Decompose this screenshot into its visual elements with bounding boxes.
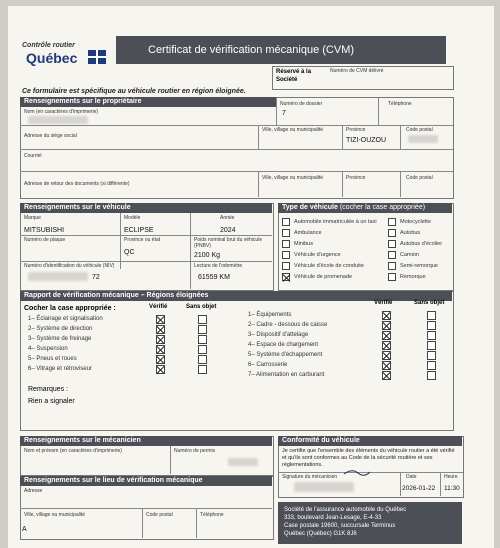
- report-item-label: 2– Cadre - dessous de caisse: [248, 322, 328, 328]
- location-city-value: A: [22, 526, 27, 533]
- vehicle-type-title: Type de véhicule: [282, 204, 338, 211]
- no-object-checkbox[interactable]: [198, 325, 207, 334]
- phone-label: Téléphone: [388, 101, 412, 107]
- weight-label: Poids nominal brut du véhicule (PNBV): [194, 237, 263, 249]
- vehicle-province-value: QC: [124, 249, 135, 256]
- quebec-flag-icon: [88, 50, 106, 64]
- odometer-value: 61559 KM: [198, 274, 230, 281]
- vehicle-type-option-label: Automobile immatriculée à un taxi: [294, 219, 377, 225]
- owner-name-redacted: [28, 116, 88, 124]
- vehicle-type-option-label: Ambulance: [294, 230, 322, 236]
- no-object-checkbox[interactable]: [427, 341, 436, 350]
- date-value: 2026-01-22: [402, 485, 436, 492]
- year-label: Année: [220, 215, 235, 221]
- no-object-checkbox[interactable]: [427, 361, 436, 370]
- postal-redacted: [408, 135, 438, 143]
- location-address-label: Adresse: [24, 488, 43, 494]
- email-label: Courriel: [24, 153, 42, 159]
- city-label: Ville, village ou municipalité: [262, 127, 324, 133]
- no-object-checkbox[interactable]: [198, 345, 207, 354]
- verified-checkbox[interactable]: [156, 315, 165, 324]
- vehicle-type-option-label: Semi-remorque: [400, 263, 438, 269]
- vehicle-section-header: Renseignements sur le véhicule: [20, 203, 272, 213]
- verified-checkbox[interactable]: [382, 311, 391, 320]
- report-item-label: 6– Carrosserie: [248, 362, 288, 368]
- verified-checkbox[interactable]: [382, 331, 391, 340]
- no-object-checkbox[interactable]: [198, 355, 207, 364]
- vehicle-type-option-label: Motocyclette: [400, 219, 431, 225]
- vehicle-type-header: [278, 203, 452, 213]
- city2-label: Ville, village ou municipalité: [262, 175, 324, 181]
- report-item-label: 2– Système de direction: [28, 326, 93, 332]
- no-object-header-right: Sans objet: [414, 300, 445, 306]
- postal-label: Code postal: [406, 127, 433, 133]
- brand-quebec-text: Québec: [26, 50, 78, 66]
- file-number-value: 7: [282, 110, 286, 117]
- verified-checkbox[interactable]: [156, 365, 165, 374]
- return-address-label: Adresse de retour des documents (si différente): [24, 181, 130, 187]
- make-value: MITSUBISHI: [24, 227, 65, 234]
- report-check-label: Cocher la case appropriée :: [24, 305, 116, 312]
- odometer-label: Lecture de l'odomètre: [194, 263, 243, 269]
- saaq-address-block: [278, 502, 462, 544]
- vehicle-type-checkbox[interactable]: [282, 218, 290, 226]
- verified-checkbox[interactable]: [382, 371, 391, 380]
- vehicle-type-option-label: Autobus: [400, 230, 421, 236]
- time-value: 11:30: [444, 485, 460, 492]
- vehicle-type-checkbox[interactable]: [282, 251, 290, 259]
- model-label: Modèle: [124, 215, 141, 221]
- weight-value: 2100 Kg: [194, 252, 221, 259]
- permit-label: Numéro de permis: [174, 448, 216, 454]
- vehicle-type-checkbox[interactable]: [388, 240, 396, 248]
- verified-checkbox[interactable]: [382, 341, 391, 350]
- address-label: Adresse du siège social: [24, 133, 77, 139]
- vehicle-type-checkbox[interactable]: [388, 262, 396, 270]
- saaq-line-3: Case postale 19600, succursale Terminus: [284, 523, 396, 529]
- vin-redacted: [28, 272, 88, 281]
- postal2-label: Code postal: [406, 175, 433, 181]
- vehicle-type-note: (cocher la case appropriée): [339, 204, 426, 211]
- no-object-checkbox[interactable]: [198, 315, 207, 324]
- verified-checkbox[interactable]: [382, 321, 391, 330]
- no-object-checkbox[interactable]: [427, 331, 436, 340]
- report-section-header: Rapport de vérification mécanique – Régions éloignées: [20, 291, 452, 301]
- location-city-label: Ville, village ou municipalité: [24, 512, 86, 518]
- verified-checkbox[interactable]: [156, 355, 165, 364]
- verified-header-right: Vérifié: [374, 300, 393, 306]
- vehicle-province-label: Province ou état: [124, 237, 161, 243]
- make-label: Marque: [24, 215, 41, 221]
- vehicle-type-option-label: Véhicule de promenade: [294, 274, 353, 280]
- form-title: Certificat de vérification mécanique (CVM): [148, 44, 355, 56]
- remarks-label: Remarques :: [28, 386, 69, 393]
- cvm-number-label: Numéro de CVM délivré: [330, 68, 384, 74]
- province-value: TIZI-OUZOU: [346, 137, 387, 144]
- verified-checkbox[interactable]: [156, 325, 165, 334]
- owner-name-label: Nom (en caractères d'imprimerie): [24, 109, 99, 115]
- conformity-text: Je certifie que l'ensemble des éléments du véhicule routier a été vérifié et qu'ils sont conformes au Code de la sécurité routière et ses réglementations.: [282, 448, 455, 468]
- vehicle-type-option-label: Véhicule d'école de conduite: [294, 263, 364, 269]
- vehicle-type-option-label: Véhicule d'urgence: [294, 252, 341, 258]
- saaq-line-4: Québec (Québec) G1K 8J6: [284, 531, 357, 537]
- signature-label: Signature du mécanicien: [282, 474, 338, 480]
- report-item-label: 4– Suspension: [28, 346, 68, 352]
- vehicle-type-checkbox[interactable]: [282, 273, 290, 281]
- verified-checkbox[interactable]: [156, 335, 165, 344]
- no-object-checkbox[interactable]: [198, 365, 207, 374]
- report-item-label: 3– Système de freinage: [28, 336, 92, 342]
- no-object-header-left: Sans objet: [186, 304, 217, 310]
- vehicle-type-option-label: Camion: [400, 252, 419, 258]
- no-object-checkbox[interactable]: [427, 311, 436, 320]
- verified-header-left: Vérifié: [149, 304, 168, 310]
- province2-label: Province: [346, 175, 366, 181]
- file-number-label: Numéro de dossier: [280, 101, 323, 107]
- province-label: Province: [346, 127, 366, 133]
- report-item-label: 4– Espace de chargement: [248, 342, 319, 348]
- date-label: Date: [406, 474, 417, 480]
- no-object-checkbox[interactable]: [427, 351, 436, 360]
- year-value: 2024: [220, 227, 236, 234]
- brand-top-text: Contrôle routier: [22, 42, 75, 49]
- signature-redacted: [294, 482, 354, 492]
- remote-notice: Ce formulaire est spécifique au véhicule routier en région éloignée.: [22, 88, 246, 95]
- vehicle-type-option-label: Minibus: [294, 241, 313, 247]
- vehicle-type-option-label: Autobus d'écolier: [400, 241, 443, 247]
- report-item-label: 5– Système d'échappement: [248, 352, 323, 358]
- cvm-form: [8, 6, 494, 548]
- vehicle-type-option-label: Remorque: [400, 274, 426, 280]
- signature-mark: [342, 468, 372, 478]
- no-object-checkbox[interactable]: [427, 371, 436, 380]
- report-item-label: 1– Équipements: [248, 312, 292, 318]
- location-section-header: Renseignements sur le lieu de vérification mécanique: [20, 476, 272, 486]
- reserved-label: Réservé à la Société: [276, 69, 312, 83]
- no-object-checkbox[interactable]: [198, 335, 207, 344]
- verified-checkbox[interactable]: [382, 361, 391, 370]
- verified-checkbox[interactable]: [156, 345, 165, 354]
- model-value: ECLIPSE: [124, 227, 154, 234]
- report-item-label: 1– Éclairage et signalisation: [28, 316, 103, 322]
- mechanic-section-header: Renseignements sur le mécanicien: [20, 436, 272, 446]
- time-label: Heure: [444, 474, 458, 480]
- location-phone-label: Téléphone: [200, 512, 224, 518]
- report-item-label: 7– Alimentation en carburant: [248, 372, 325, 378]
- report-item-label: 5– Pneus et roues: [28, 356, 77, 362]
- saaq-line-1: Société de l'assurance automobile du Québec: [284, 507, 407, 513]
- vehicle-type-checkbox[interactable]: [388, 273, 396, 281]
- vin-label: Numéro d'identification du véhicule (NIV): [24, 263, 115, 269]
- conformity-section-header: Conformité du véhicule: [278, 436, 462, 446]
- location-postal-label: Code postal: [146, 512, 173, 518]
- vin-tail: 72: [92, 274, 100, 281]
- vehicle-type-checkbox[interactable]: [282, 262, 290, 270]
- report-item-label: 6– Vitrage et rétroviseur: [28, 366, 92, 372]
- plate-label: Numéro de plaque: [24, 237, 66, 243]
- no-object-checkbox[interactable]: [427, 321, 436, 330]
- vehicle-type-checkbox[interactable]: [388, 218, 396, 226]
- verified-checkbox[interactable]: [382, 351, 391, 360]
- report-item-label: 3– Dispositif d'attelage: [248, 332, 309, 338]
- permit-redacted: [228, 458, 258, 466]
- vehicle-type-checkbox[interactable]: [282, 240, 290, 248]
- mechanic-name-label: Nom et prénom (en caractères d'imprimerie): [24, 448, 122, 454]
- vehicle-type-checkbox[interactable]: [388, 251, 396, 259]
- saaq-line-2: 333, boulevard Jean-Lesage, E-4-33: [284, 515, 382, 521]
- owner-section-header: Renseignements sur le propriétaire: [20, 97, 276, 107]
- vehicle-type-checkbox[interactable]: [282, 229, 290, 237]
- remarks-value: Rien a signaler: [28, 398, 75, 405]
- vehicle-type-checkbox[interactable]: [388, 229, 396, 237]
